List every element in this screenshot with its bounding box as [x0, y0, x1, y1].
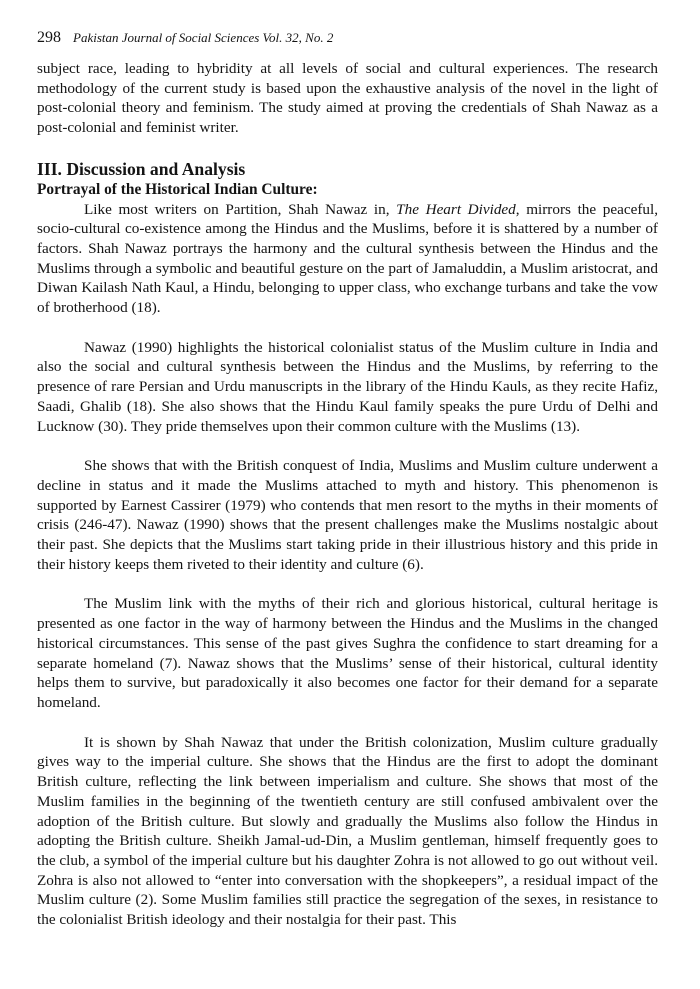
paragraph-1 — [37, 200, 658, 318]
paragraph-2: Nawaz (1990) highlights the historical colonialist status of the Muslim culture in India and also the social and cultural synthesis between the Hindus and the Muslims, by referring to the presence of rare Persian and Urdu manuscripts in the library of the Hindu Kauls, as they recite Hafiz, Saadi, Ghalib (18). She also shows that the Hindu Kaul family speaks the pure Urdu of Delhi and Lucknow (30). They pride themselves upon their common culture with the Muslims (13). — [37, 338, 658, 435]
section-heading: III. Discussion and Analysis — [37, 158, 246, 179]
paragraph-3: She shows that with the British conquest of India, Muslims and Muslim culture underwent a decline in status and it made the Muslims attached to myth and history. This phenomenon is supported by Earnest Cassirer (1979) who contends that men resort to the myths in their moments of crisis (246-47). Nawaz (1990) shows that the present challenges make the Muslims nostalgic about their past. She depicts that the Muslims start taking pride in their illustrious history and this pride in their history keeps them riveted to their identity and culture (6). — [37, 457, 658, 573]
running-header — [37, 28, 658, 48]
book-title: The Heart Divided — [396, 200, 516, 218]
paragraph-1-text-b: , mirrors the peaceful, socio-cultural co-existence among the Hindus and the Muslims, before it is shattered by a number of factors. Shah Nawaz portrays the harmony and the cultural synthesis between the Hindus and the Muslims through a symbolic and beautiful gesture on the part of Jamaluddin, a Muslim aristocrat, and Diwan Kailash Nath Kaul, a Hindu, belonging to upper class, who exchange turbans and take the vow of brotherhood (18). — [37, 200, 658, 317]
journal-title: Pakistan Journal of Social Sciences Vol. 32, No. 2 — [73, 30, 334, 45]
paragraph-1-text-a: Like most writers on Partition, Shah Nawaz in, — [84, 200, 397, 218]
intro-paragraph: subject race, leading to hybridity at all levels of social and cultural experiences. The research methodology of the current study is based upon the exhaustive analysis of the novel in the light of post-colonial theory and feminism. The study aimed at proving the credentials of Shah Nawaz as a post-colonial and feminist writer. — [37, 60, 658, 137]
paragraph-4: The Muslim link with the myths of their rich and glorious historical, cultural heritage is presented as one factor in the way of harmony between the Hindus and the Muslims in the changed historical circumstances. This sense of the past gives Sughra the confidence to start dreaming for a separate homeland (7). Nawaz shows that the Muslims’ sense of their historical, cultural identity helps them to survive, but paradoxically it also becomes one factor for their demand for a separate homeland. — [37, 595, 658, 711]
page-number: 298 — [37, 29, 61, 46]
paragraph-5: It is shown by Shah Nawaz that under the British colonization, Muslim culture gradually gives way to the imperial culture. She shows that the Hindus are the first to adopt the dominant British culture, reflecting the link between imperialism and culture. She shows that most of the Muslim families in the beginning of the twentieth century are still confused ambivalent over the adoption of the British culture. But slowly and gradually the Muslims also follow the Hindus in adopting the British culture. Sheikh Jamal-ud-Din, a Muslim gentleman, himself frequently goes to the club, a symbol of the imperial culture but his daughter Zohra is not allowed to go out without veil. Zohra is also not allowed to “enter into conversation with the shopkeepers”, a residual impact of the Muslim culture (2). Some Muslim families still practice the segregation of the sexes, in resistance to the colonialist British ideology and their nostalgia for their past. This — [37, 733, 658, 929]
subsection-heading: Portrayal of the Historical Indian Culture: — [37, 180, 318, 198]
